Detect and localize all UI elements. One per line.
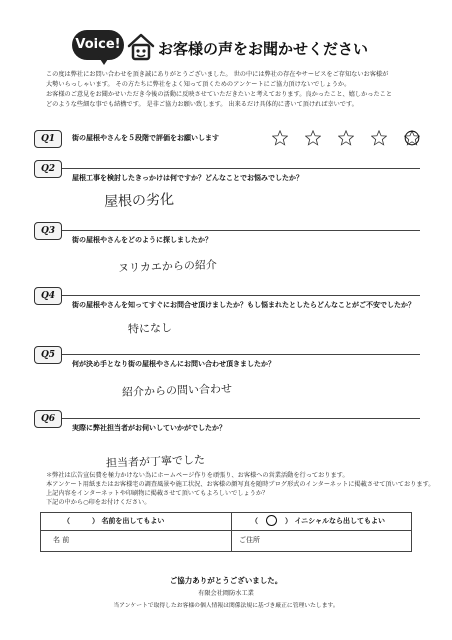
note-line: 本アンケート用紙またはお客様宅の調査風景や施工状況、お客様の顔写真を随時ブログ形式のインターネットに掲載させて頂いております。	[46, 481, 435, 488]
star-icon[interactable]	[338, 130, 354, 146]
divider	[62, 168, 420, 169]
voice-badge: Voice!	[72, 30, 124, 60]
rating-stars[interactable]	[272, 130, 420, 146]
address-label: ご住所	[239, 536, 260, 544]
question-number: Q2	[34, 160, 62, 178]
intro-line: 大勢いらっしゃいます。 その方たちに弊社をよく知って頂くためのアンケートにご協力頂けないでしょうか。	[46, 81, 351, 88]
star-icon[interactable]	[305, 130, 321, 146]
permission-form	[40, 512, 412, 552]
answer-text: 紹介からの問い合わせ	[121, 382, 233, 399]
divider	[62, 418, 420, 419]
star-icon[interactable]	[371, 130, 387, 146]
intro-line: どのような些細な事でも結構です。 是非ご協力お願い致します。 出来るだけ具体的に書いて頂ければ幸いです。	[46, 101, 358, 108]
question-4	[34, 287, 420, 343]
note-line: 下記の中から○印をお付けください。	[46, 499, 151, 506]
question-text: 実際に弊社担当者がお伺いしていかがでしたか？	[72, 424, 226, 432]
name-label: 名 前	[53, 536, 70, 544]
note-line: ＊弊社は広告宣伝費を極力かけない為にホームページ作りを頑張り、お客様への営業活動を行っております。	[46, 472, 349, 479]
note-line: 上記内容をインターネットや印刷物に掲載させて頂いてもよろしいでしょうか？	[46, 490, 269, 497]
question-3	[34, 222, 420, 282]
permission-notes	[46, 471, 435, 507]
question-text: 何が決め手となり街の屋根やさんにお問い合わせ頂きましたか？	[72, 360, 275, 368]
answer-text: 特になし	[127, 321, 173, 336]
header	[0, 0, 452, 72]
company-name: 有限会社岡防水工業	[198, 590, 254, 597]
star-icon[interactable]	[272, 130, 288, 146]
answer-text: ヌリカエからの紹介	[117, 258, 218, 275]
question-text: 街の屋根やさんを知ってすぐにお問合せ頂けましたか？もし悩まれたとしたらどんなことがご不安でしたか？	[72, 301, 415, 309]
question-2	[34, 160, 420, 218]
question-number: Q3	[34, 222, 62, 240]
intro-line: この度は弊社にお問い合わせを頂き誠にありがとうございました。 世の中には弊社の存在やサービスをご存知ないお客様が	[46, 71, 389, 78]
permission-options-row	[41, 513, 411, 531]
question-1	[34, 130, 420, 154]
question-text: 屋根工事を検討したきっかけは何ですか？どんなことでお悩みでしたか？	[72, 174, 303, 182]
answer-text: 担当者が丁寧でした	[105, 453, 206, 470]
divider	[62, 354, 420, 355]
question-number: Q1	[34, 130, 62, 148]
intro-line: お客様のご意見をお聞かせいただき今後の活動に反映させていただきたいと考えております。良かったこと、嬉しかったこと	[46, 91, 393, 98]
intro-text	[46, 70, 416, 110]
option-name-ok[interactable]	[63, 513, 164, 530]
option-label: イニシャルなら出してもよい	[294, 517, 386, 525]
question-text: 街の屋根やさんをどのように探しましたか？	[72, 236, 212, 244]
privacy-note: 当アンケートで取得したお客様の個人情報は関係法規に基づき厳正に管理いたします。	[113, 603, 339, 609]
option-initial-ok[interactable]	[251, 513, 385, 530]
circle-mark-icon	[266, 515, 277, 526]
speech-bubble-tail	[98, 56, 110, 65]
question-5	[34, 346, 420, 408]
paren-close: ）	[92, 517, 99, 525]
question-number: Q5	[34, 346, 62, 364]
star-icon-selected[interactable]	[404, 130, 420, 146]
option-label: 名前を出してもよい	[101, 517, 165, 525]
paren-open: （	[63, 517, 70, 525]
house-icon	[126, 32, 156, 62]
question-number: Q6	[34, 410, 62, 428]
page-title: お客様の声をお聞かせください	[158, 40, 369, 58]
thanks-message: ご協力ありがとうございました。	[169, 576, 283, 585]
question-text: 街の屋根やさんを５段階で評価をお願いします	[72, 134, 219, 142]
question-6	[34, 410, 420, 470]
question-number: Q4	[34, 287, 62, 305]
divider	[62, 295, 420, 296]
paren-open: （	[251, 517, 258, 525]
contact-row	[41, 531, 411, 551]
paren-close: ）	[285, 517, 292, 525]
divider	[62, 230, 420, 231]
answer-text: 屋根の劣化	[103, 191, 175, 211]
